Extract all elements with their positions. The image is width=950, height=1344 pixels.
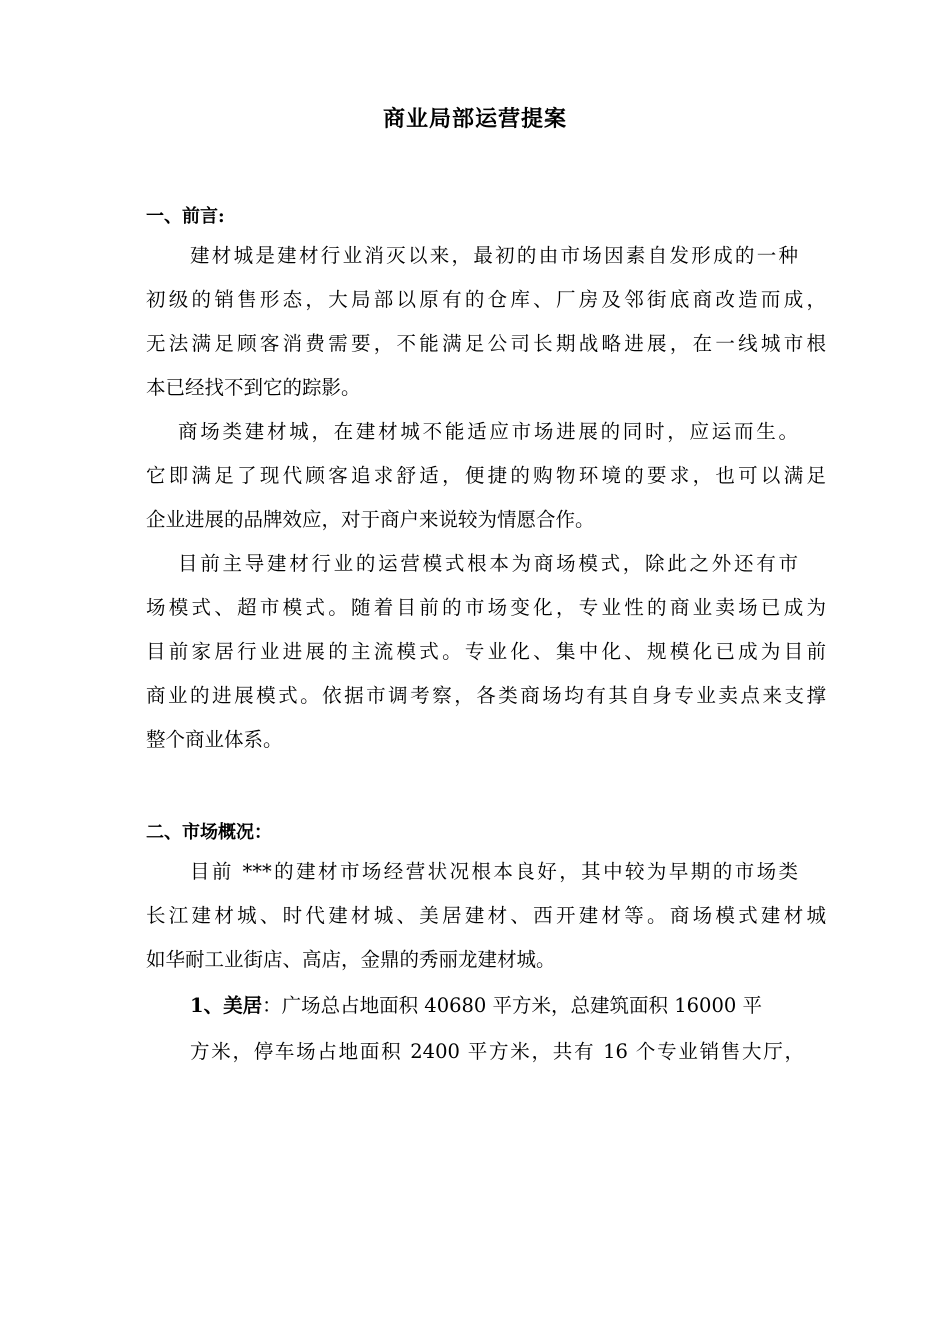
paragraph-line: 目前主导建材行业的运营模式根本为商场模式，除此之外还有市	[178, 552, 798, 575]
paragraph-line: 企业进展的品牌效应，对于商户来说较为情愿合作。	[146, 508, 595, 531]
list-item-meiju	[190, 996, 804, 1016]
section-heading-preface: 一、前言:	[146, 206, 225, 227]
paragraph-line: 它即满足了现代顾客追求舒适，便捷的购物环境的要求，也可以满足	[146, 464, 826, 487]
section-heading-market-overview: 二、市场概况：	[146, 822, 272, 843]
paragraph-line: 初级的销售形态，大局部以原有的仓库、厂房及邻街底商改造而成，	[146, 288, 826, 311]
list-item-continuation: 方米，停车场占地面积 2400 平方米，共有 16 个专业销售大厅，	[190, 1040, 804, 1063]
paragraph-line: 如华耐工业街店、高店，金鼎的秀丽龙建材城。	[146, 948, 556, 971]
paragraph-line: 目前 ***的建材市场经营状况根本良好，其中较为早期的市场类	[190, 860, 798, 883]
page-title: 商业局部运营提案	[382, 106, 567, 132]
paragraph-line: 商业的进展模式。依据市调考察，各类商场均有其自身专业卖点来支撑	[146, 684, 826, 707]
paragraph-line: 无法满足顾客消费需要，不能满足公司长期战略进展，在一线城市根	[146, 332, 826, 355]
paragraph-line: 整个商业体系。	[146, 728, 283, 751]
list-item-colon: ：	[262, 994, 282, 1017]
paragraph-line: 场模式、超市模式。随着目前的市场变化，专业性的商业卖场已成为	[146, 596, 826, 619]
paragraph-line: 本已经找不到它的踪影。	[146, 376, 361, 399]
paragraph-line: 建材城是建材行业消灭以来，最初的由市场因素自发形成的一种	[190, 244, 798, 267]
paragraph-line: 目前家居行业进展的主流模式。专业化、集中化、规模化已成为目前	[146, 640, 826, 663]
list-item-label: 1、美居	[190, 994, 263, 1017]
paragraph-line: 长江建材城、时代建材城、美居建材、西开建材等。商场模式建材城	[146, 904, 826, 927]
paragraph-line: 商场类建材城，在建材城不能适应市场进展的同时，应运而生。	[178, 420, 798, 443]
list-item-text: 广场总占地面积 40680 平方米，总建筑面积 16000 平	[281, 994, 762, 1017]
